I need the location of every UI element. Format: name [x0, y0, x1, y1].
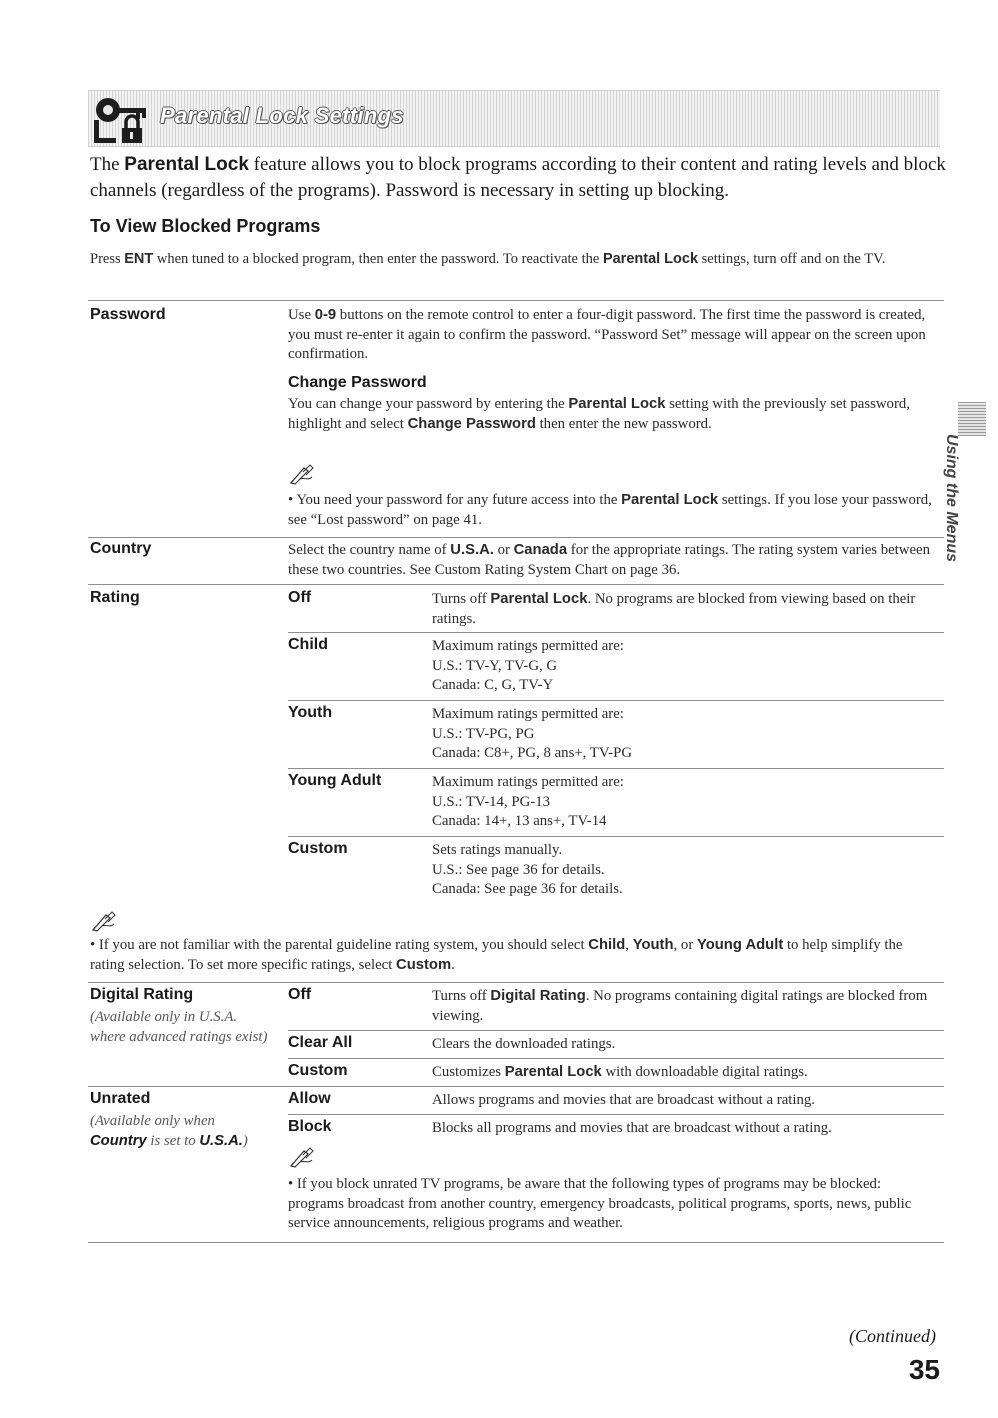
unrated-allow-desc: Allows programs and movies that are broadcast without a rating.	[432, 1092, 815, 1108]
country-desc: Select the country name of U.S.A. or Canada for the appropriate ratings. The rating system varies between these two countries. See Custom Rating System Chart on page 36.	[288, 542, 931, 578]
country-label: Country	[90, 540, 152, 557]
rating-option-young-adult: Young Adult	[288, 772, 382, 789]
side-tab-marker	[958, 402, 986, 436]
rating-youth-desc: Maximum ratings permitted are: U.S.: TV-PG, PG Canada: C8+, PG, 8 ans+, TV-PG	[432, 706, 633, 761]
unrated-option-allow: Allow	[288, 1090, 331, 1107]
unrated-block-desc: Blocks all programs and movies that are broadcast without a rating.	[432, 1120, 832, 1136]
password-label: Password	[90, 306, 166, 323]
view-blocked-heading: To View Blocked Programs	[90, 216, 321, 236]
rating-custom-desc: Sets ratings manually. U.S.: See page 36 for details. Canada: See page 36 for details.	[432, 842, 623, 897]
rating-off-desc: Turns off Parental Lock. No programs are blocked from viewing based on their ratings.	[432, 591, 916, 627]
change-password-heading: Change Password	[288, 374, 427, 391]
digital-option-off: Off	[288, 986, 312, 1003]
password-desc: Use 0-9 buttons on the remote control to enter a four-digit password. The first time the password is created, you must re-enter it again to confirm the password. “Password Set” message will appear on the screen upon confirmation.	[288, 307, 926, 362]
rating-option-youth: Youth	[288, 704, 333, 721]
page-title: Parental Lock Settings	[160, 103, 404, 128]
unrated-option-block: Block	[288, 1118, 332, 1135]
view-blocked-text: Press ENT when tuned to a blocked program, then enter the password. To reactivate the Parental Lock settings, turn off and on the TV.	[90, 251, 886, 267]
digital-option-custom: Custom	[288, 1062, 348, 1079]
password-note: • You need your password for any future access into the Parental Lock settings. If you lose your password, see “Lost password” on page 41.	[288, 492, 932, 528]
note-pencil-icon	[288, 463, 314, 485]
rating-label: Rating	[90, 589, 140, 606]
digital-custom-desc: Customizes Parental Lock with downloadable digital ratings.	[432, 1064, 808, 1080]
rating-note: • If you are not familiar with the parental guideline rating system, you should select Child, Youth, or Young Adult to help simplify the rating selection. To set more specific ratings, select Custom.	[90, 937, 903, 973]
change-password-desc: You can change your password by entering the Parental Lock setting with the previously set password, highlight and select Change Password then enter the new password.	[288, 396, 910, 432]
section-banner	[88, 90, 940, 147]
unrated-sublabel: (Available only when Country is set to U.S.A.)	[90, 1113, 248, 1149]
page-number: 35	[908, 1354, 940, 1385]
rating-young-adult-desc: Maximum ratings permitted are: U.S.: TV-14, PG-13 Canada: 14+, 13 ans+, TV-14	[432, 774, 624, 829]
rating-child-desc: Maximum ratings permitted are: U.S.: TV-Y, TV-G, G Canada: C, G, TV-Y	[432, 638, 624, 693]
note-pencil-icon	[288, 1146, 314, 1168]
parental-lock-icon	[92, 94, 152, 144]
continued-label: (Continued)	[849, 1326, 936, 1346]
digital-clear-desc: Clears the downloaded ratings.	[432, 1036, 616, 1052]
rating-option-custom: Custom	[288, 840, 348, 857]
rating-option-off: Off	[288, 589, 312, 606]
digital-rating-sublabel: (Available only in U.S.A. where advanced ratings exist)	[90, 1009, 268, 1045]
intro-paragraph: The Parental Lock feature allows you to block programs according to their content and rating levels and block channels (regardless of the programs). Password is necessary in setting up blocking.	[90, 154, 946, 201]
digital-rating-label: Digital Rating	[90, 986, 194, 1003]
unrated-label: Unrated	[90, 1090, 151, 1107]
note-pencil-icon	[90, 910, 116, 932]
side-tab-label: Using the Menus	[943, 434, 960, 563]
digital-option-clear-all: Clear All	[288, 1034, 353, 1051]
digital-off-desc: Turns off Digital Rating. No programs containing digital ratings are blocked from viewing.	[432, 988, 928, 1024]
unrated-note: • If you block unrated TV programs, be aware that the following types of programs may be blocked: programs broadcast from another country, emergency broadcasts, political programs, sports, news, public service announcements, religious programs and weather.	[288, 1176, 912, 1231]
rating-option-child: Child	[288, 636, 328, 653]
